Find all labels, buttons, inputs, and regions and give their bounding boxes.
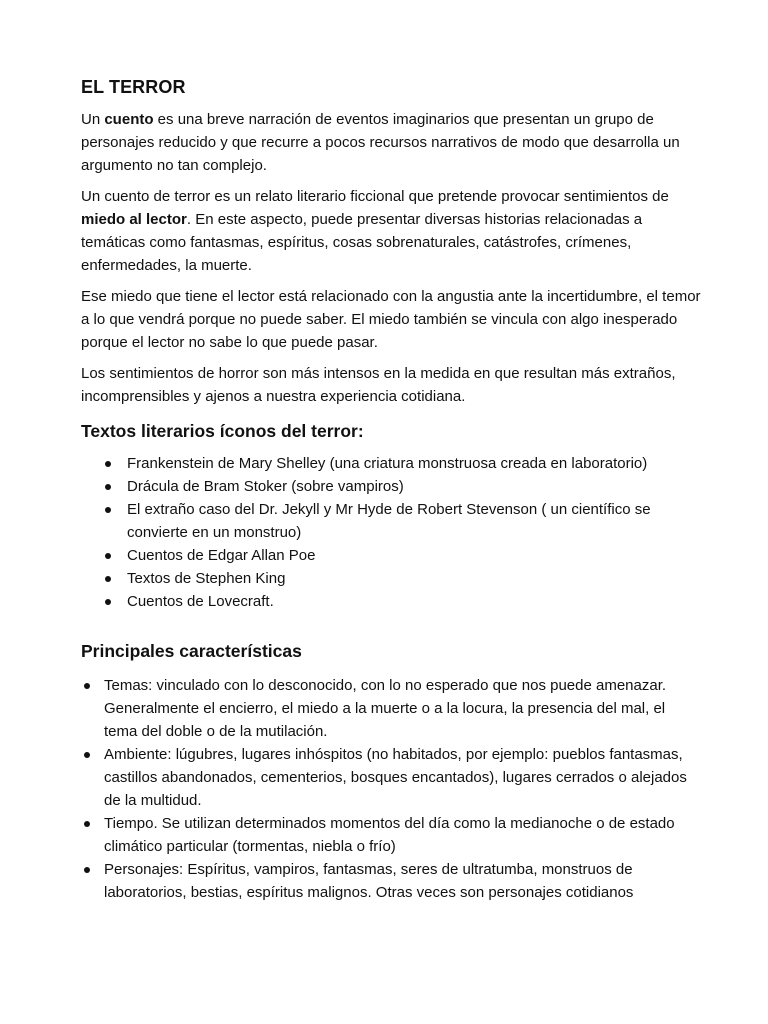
list-item	[81, 743, 701, 812]
paragraph-text: es una breve narración de eventos imaginarios que presentan un grupo de personajes reducido y que recurre a pocos recursos narrativos de modo que desarrolla un argumento no tan complejo.	[81, 111, 680, 174]
iconic-texts-list	[81, 452, 701, 613]
list-item-text: El extraño caso del Dr. Jekyll y Mr Hyde de Robert Stevenson ( un científico se convierte en un monstruo)	[127, 501, 651, 541]
list-item-text: Personajes: Espíritus, vampiros, fantasmas, seres de ultratumba, monstruos de laboratorios, bestias, espíritus malignos. Otras veces son personajes cotidianos	[104, 861, 634, 901]
bullet-icon	[84, 683, 90, 689]
list-item-text: Frankenstein de Mary Shelley (una criatura monstruosa creada en laboratorio)	[127, 455, 648, 472]
list-item	[81, 567, 701, 590]
section-heading-iconic-texts: Textos literarios íconos del terror:	[81, 421, 364, 441]
list-item	[81, 498, 701, 544]
list-item-text: Ambiente: lúgubres, lugares inhóspitos (no habitados, por ejemplo: pueblos fantasmas, castillos abandonados, cementerios, bosques encantados), lugares cerrados o alejados de la multidud.	[104, 746, 687, 809]
paragraph-text: Un cuento de terror es un relato literario ficcional que pretende provocar sentimientos de	[81, 188, 669, 205]
list-item	[81, 858, 701, 904]
list-item-text: Tiempo. Se utilizan determinados momentos del día como la medianoche o de estado climático particular (tormentas, niebla o frío)	[104, 815, 675, 855]
section-heading-characteristics: Principales características	[81, 641, 302, 661]
paragraph-text: Un	[81, 111, 105, 128]
bullet-icon	[105, 507, 111, 513]
list-item	[81, 674, 701, 743]
paragraph-text: . En este aspecto, puede presentar diversas historias relacionadas a temáticas como fantasmas, espíritus, cosas sobrenaturales, catástrofes, crímenes, enfermedades, la muerte.	[81, 211, 643, 274]
list-item	[81, 544, 701, 567]
document-title: EL TERROR	[81, 77, 186, 97]
characteristics-list	[81, 674, 701, 904]
list-item-text: Cuentos de Edgar Allan Poe	[127, 547, 316, 564]
bullet-icon	[105, 553, 111, 559]
bullet-icon	[105, 576, 111, 582]
document-page	[81, 76, 701, 904]
bold-term: miedo al lector	[81, 211, 187, 228]
paragraph-horror: Los sentimientos de horror son más intensos en la medida en que resultan más extraños, incomprensibles y ajenos a nuestra experiencia cotidiana.	[81, 365, 676, 405]
bullet-icon	[84, 867, 90, 873]
list-item-text: Cuentos de Lovecraft.	[127, 593, 274, 610]
paragraph-miedo: Ese miedo que tiene el lector está relacionado con la angustia ante la incertidumbre, el temor a lo que vendrá porque no puede saber. El miedo también se vincula con algo inesperado porque el lector no sabe lo que puede pasar.	[81, 288, 701, 351]
list-item	[81, 590, 701, 613]
bold-term: cuento	[104, 111, 154, 128]
bullet-icon	[105, 461, 111, 467]
list-item	[81, 475, 701, 498]
list-item-text: Drácula de Bram Stoker (sobre vampiros)	[127, 478, 404, 495]
bullet-icon	[84, 752, 90, 758]
list-item-text: Temas: vinculado con lo desconocido, con lo no esperado que nos puede amenazar. Generalmente el encierro, el miedo a la muerte o a la locura, la presencia del mal, el tema del doble o de la mutilación.	[104, 677, 667, 740]
bullet-icon	[105, 484, 111, 490]
list-item	[81, 452, 701, 475]
bullet-icon	[105, 599, 111, 605]
bullet-icon	[84, 821, 90, 827]
list-item	[81, 812, 701, 858]
paragraph-cuento-definition	[81, 108, 701, 177]
paragraph-terror-definition	[81, 185, 701, 277]
list-item-text: Textos de Stephen King	[127, 570, 286, 587]
